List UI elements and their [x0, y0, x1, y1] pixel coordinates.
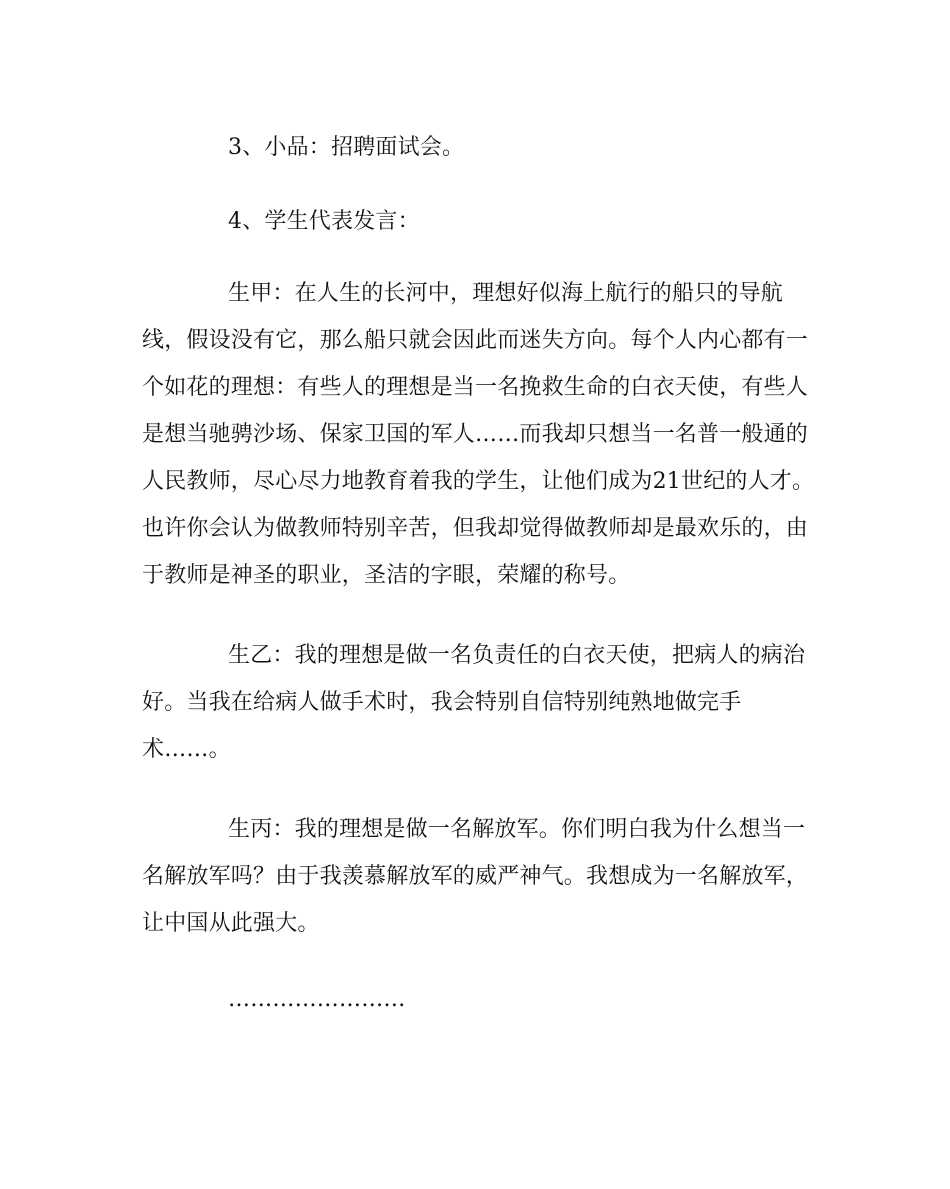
item-4-student-speech: 4、学生代表发言：	[228, 209, 420, 234]
paragraph-line: 名解放军吗？由于我羡慕解放军的威严神气。我想成为一名解放军，	[142, 864, 809, 889]
paragraph-line: 生甲：在人生的长河中，理想好似海上航行的船只的导航	[228, 281, 784, 306]
paragraph-line: 也许你会认为做教师特别辛苦，但我却觉得做教师却是最欢乐的，由	[142, 516, 809, 541]
paragraph-line: 个如花的理想：有些人的理想是当一名挽救生命的白衣天使，有些人	[142, 375, 809, 400]
ellipsis-line: ……………………	[228, 987, 406, 1012]
paragraph-line: 线，假设没有它，那么船只就会因此而迷失方向。每个人内心都有一	[142, 328, 809, 353]
paragraph-line: 生乙：我的理想是做一名负责任的白衣天使，把病人的病治	[228, 643, 806, 668]
paragraph-line: 生丙：我的理想是做一名解放军。你们明白我为什么想当一	[228, 817, 806, 842]
item-3-skit: 3、小品：招聘面试会。	[228, 135, 465, 160]
paragraph-line: 于教师是神圣的职业，圣洁的字眼，荣耀的称号。	[142, 563, 631, 588]
paragraph-line: 人民教师，尽心尽力地教育着我的学生，让他们成为21世纪的人才。	[142, 469, 815, 494]
paragraph-line: 是想当驰骋沙场、保家卫国的军人……而我却只想当一名普一般通的	[142, 422, 809, 447]
paragraph-line: 术……。	[142, 737, 231, 762]
paragraph-line: 好。当我在给病人做手术时，我会特别自信特别纯熟地做完手	[142, 690, 742, 715]
paragraph-line: 让中国从此强大。	[142, 911, 320, 936]
